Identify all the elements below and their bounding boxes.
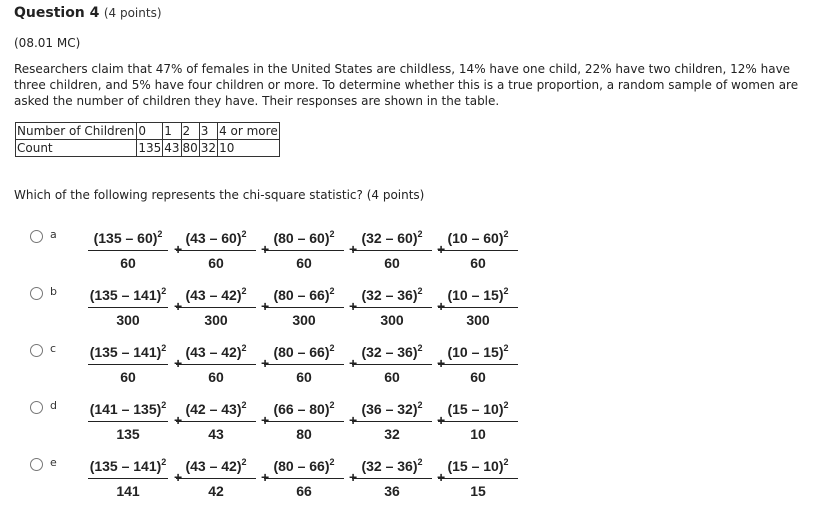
fraction-numerator xyxy=(264,458,344,479)
plus-sign: + xyxy=(261,298,270,314)
table-cell: 10 xyxy=(218,140,280,157)
fraction-term xyxy=(264,230,344,271)
plus-sign: + xyxy=(437,298,446,314)
fraction-term xyxy=(176,287,256,328)
table-cell: Count xyxy=(16,140,137,157)
fraction-numerator xyxy=(438,458,518,479)
fraction-numerator xyxy=(352,230,432,251)
answer-option-d[interactable] xyxy=(30,401,530,447)
option-letter: b xyxy=(50,285,57,298)
fraction-denominator: 32 xyxy=(384,426,400,442)
fraction-denominator: 300 xyxy=(204,312,228,328)
fraction-denominator: 60 xyxy=(296,369,312,385)
plus-sign: + xyxy=(349,298,358,314)
fraction-numerator xyxy=(176,230,256,251)
numerator-text: (135 – 141) xyxy=(89,344,162,360)
fraction-numerator xyxy=(88,230,168,251)
fraction-denominator: 80 xyxy=(296,426,312,442)
fraction-numerator xyxy=(352,344,432,365)
fraction-term xyxy=(438,344,518,385)
exponent: 2 xyxy=(161,343,167,353)
exponent: 2 xyxy=(241,229,247,239)
radio-button[interactable] xyxy=(30,230,43,243)
table-cell: Number of Children xyxy=(16,123,137,140)
fraction-term xyxy=(176,401,256,442)
fraction-denominator: 60 xyxy=(384,255,400,271)
numerator-text: (80 – 66) xyxy=(273,344,330,360)
numerator-text: (32 – 60) xyxy=(361,230,418,246)
plus-sign: + xyxy=(174,412,183,428)
option-letter: d xyxy=(50,399,57,412)
answer-option-c[interactable] xyxy=(30,344,530,390)
option-letter: c xyxy=(50,342,57,355)
plus-sign: + xyxy=(174,298,183,314)
fraction-denominator: 135 xyxy=(116,426,140,442)
fraction-term xyxy=(176,458,256,499)
fraction-numerator xyxy=(88,344,168,365)
plus-sign: + xyxy=(261,355,270,371)
fraction-denominator: 60 xyxy=(120,369,136,385)
numerator-text: (135 – 141) xyxy=(89,458,162,474)
numerator-text: (141 – 135) xyxy=(89,401,162,417)
fraction-denominator: 60 xyxy=(296,255,312,271)
table-cell: 2 xyxy=(181,123,199,140)
fraction-term xyxy=(88,458,168,499)
numerator-text: (42 – 43) xyxy=(185,401,242,417)
fraction-numerator xyxy=(438,401,518,422)
question-code: (08.01 MC) xyxy=(14,36,81,50)
numerator-text: (15 – 10) xyxy=(447,401,504,417)
table-cell: 3 xyxy=(199,123,217,140)
fraction-term xyxy=(352,344,432,385)
option-letter: a xyxy=(50,228,57,241)
fraction-numerator xyxy=(176,344,256,365)
plus-sign: + xyxy=(349,355,358,371)
exponent: 2 xyxy=(503,400,509,410)
fraction-denominator: 60 xyxy=(120,255,136,271)
numerator-text: (43 – 42) xyxy=(185,344,242,360)
numerator-text: (80 – 60) xyxy=(273,230,330,246)
exponent: 2 xyxy=(161,457,167,467)
radio-button[interactable] xyxy=(30,287,43,300)
exponent: 2 xyxy=(241,457,247,467)
numerator-text: (10 – 60) xyxy=(447,230,504,246)
plus-sign: + xyxy=(437,469,446,485)
chi-square-formula xyxy=(88,401,528,447)
table-cell: 80 xyxy=(182,141,198,155)
fraction-denominator: 66 xyxy=(296,483,312,499)
chi-square-formula xyxy=(88,230,528,276)
fraction-numerator xyxy=(264,344,344,365)
fraction-denominator: 36 xyxy=(384,483,400,499)
plus-sign: + xyxy=(349,412,358,428)
numerator-text: (10 – 15) xyxy=(447,287,504,303)
fraction-numerator xyxy=(352,401,432,422)
numerator-text: (66 – 80) xyxy=(273,401,330,417)
table-row xyxy=(16,140,280,157)
fraction-numerator xyxy=(88,401,168,422)
radio-button[interactable] xyxy=(30,344,43,357)
plus-sign: + xyxy=(261,241,270,257)
numerator-text: (80 – 66) xyxy=(273,458,330,474)
fraction-denominator: 60 xyxy=(470,255,486,271)
numerator-text: (32 – 36) xyxy=(361,344,418,360)
exponent: 2 xyxy=(161,400,167,410)
fraction-term xyxy=(438,230,518,271)
numerator-text: (43 – 60) xyxy=(185,230,242,246)
fraction-numerator xyxy=(264,287,344,308)
fraction-denominator: 10 xyxy=(470,426,486,442)
fraction-denominator: 300 xyxy=(292,312,316,328)
question-header xyxy=(14,5,162,21)
plus-sign: + xyxy=(349,241,358,257)
fraction-numerator xyxy=(438,230,518,251)
data-table xyxy=(15,122,280,157)
answer-option-b[interactable] xyxy=(30,287,530,333)
chi-square-formula xyxy=(88,344,528,390)
fraction-denominator: 60 xyxy=(470,369,486,385)
plus-sign: + xyxy=(261,469,270,485)
fraction-denominator: 60 xyxy=(384,369,400,385)
fraction-numerator xyxy=(176,401,256,422)
fraction-numerator xyxy=(88,458,168,479)
numerator-text: (32 – 36) xyxy=(361,458,418,474)
fraction-term xyxy=(88,230,168,271)
chi-square-formula xyxy=(88,287,528,333)
fraction-numerator xyxy=(88,287,168,308)
plus-sign: + xyxy=(261,412,270,428)
numerator-text: (32 – 36) xyxy=(361,287,418,303)
exponent: 2 xyxy=(241,343,247,353)
question-ask: Which of the following represents the chi-square statistic? (4 points) xyxy=(14,188,425,202)
question-title: Question 4 xyxy=(14,5,100,21)
fraction-term xyxy=(352,287,432,328)
fraction-term xyxy=(352,401,432,442)
plus-sign: + xyxy=(437,412,446,428)
exponent: 2 xyxy=(329,457,335,467)
fraction-denominator: 141 xyxy=(116,483,140,499)
fraction-term xyxy=(352,458,432,499)
numerator-text: (43 – 42) xyxy=(185,287,242,303)
numerator-text: (135 – 60) xyxy=(93,230,158,246)
question-prompt: Researchers claim that 47% of females in the United States are childless, 14% have one child, 22% have two children, 12% have three children, and 5% have four children or more. To determine whether this is a true proportion, a random sample of women are asked the number of children they have. Their responses are shown in the table. xyxy=(14,62,799,108)
fraction-term xyxy=(264,401,344,442)
answer-option-a[interactable] xyxy=(30,230,530,276)
fraction-numerator xyxy=(438,287,518,308)
numerator-text: (10 – 15) xyxy=(447,344,504,360)
fraction-numerator xyxy=(264,401,344,422)
exponent: 2 xyxy=(503,286,509,296)
fraction-term xyxy=(438,458,518,499)
fraction-numerator xyxy=(438,344,518,365)
fraction-term xyxy=(264,458,344,499)
fraction-denominator: 15 xyxy=(470,483,486,499)
exponent: 2 xyxy=(329,286,335,296)
question-points: (4 points) xyxy=(103,6,162,20)
fraction-term xyxy=(438,401,518,442)
plus-sign: + xyxy=(437,241,446,257)
table-cell: 1 xyxy=(163,123,181,140)
plus-sign: + xyxy=(437,355,446,371)
table-cell: 4 or more xyxy=(219,124,278,138)
fraction-denominator: 300 xyxy=(380,312,404,328)
table-cell: 43 xyxy=(164,141,180,155)
radio-button[interactable] xyxy=(30,401,43,414)
exponent: 2 xyxy=(417,457,423,467)
fraction-denominator: 300 xyxy=(466,312,490,328)
fraction-numerator xyxy=(176,287,256,308)
plus-sign: + xyxy=(174,469,183,485)
exponent: 2 xyxy=(417,343,423,353)
exponent: 2 xyxy=(329,229,335,239)
fraction-term xyxy=(264,287,344,328)
exponent: 2 xyxy=(329,343,335,353)
numerator-text: (80 – 66) xyxy=(273,287,330,303)
exponent: 2 xyxy=(503,343,509,353)
fraction-numerator xyxy=(352,287,432,308)
plus-sign: + xyxy=(174,355,183,371)
fraction-denominator: 43 xyxy=(208,426,224,442)
exponent: 2 xyxy=(417,400,423,410)
numerator-text: (135 – 141) xyxy=(89,287,162,303)
fraction-term xyxy=(176,344,256,385)
table-row xyxy=(16,123,280,140)
option-letter: e xyxy=(50,456,57,469)
fraction-denominator: 60 xyxy=(208,369,224,385)
fraction-term xyxy=(176,230,256,271)
plus-sign: + xyxy=(174,241,183,257)
numerator-text: (43 – 42) xyxy=(185,458,242,474)
exponent: 2 xyxy=(329,400,335,410)
fraction-term xyxy=(352,230,432,271)
numerator-text: (36 – 32) xyxy=(361,401,418,417)
table-cell: 0 xyxy=(137,123,163,140)
exponent: 2 xyxy=(241,400,247,410)
answer-option-e[interactable] xyxy=(30,458,530,504)
chi-square-formula xyxy=(88,458,528,504)
exponent: 2 xyxy=(417,229,423,239)
fraction-term xyxy=(88,287,168,328)
table-cell: 32 xyxy=(200,141,217,155)
fraction-numerator xyxy=(352,458,432,479)
exponent: 2 xyxy=(241,286,247,296)
fraction-denominator: 42 xyxy=(208,483,224,499)
exponent: 2 xyxy=(503,457,509,467)
exponent: 2 xyxy=(503,229,509,239)
fraction-numerator xyxy=(176,458,256,479)
plus-sign: + xyxy=(349,469,358,485)
fraction-term xyxy=(88,344,168,385)
fraction-term xyxy=(264,344,344,385)
fraction-term xyxy=(88,401,168,442)
fraction-term xyxy=(438,287,518,328)
table-cell: 135 xyxy=(138,141,162,155)
exponent: 2 xyxy=(157,229,163,239)
numerator-text: (15 – 10) xyxy=(447,458,504,474)
exponent: 2 xyxy=(417,286,423,296)
fraction-numerator xyxy=(264,230,344,251)
fraction-denominator: 300 xyxy=(116,312,140,328)
radio-button[interactable] xyxy=(30,458,43,471)
exponent: 2 xyxy=(161,286,167,296)
fraction-denominator: 60 xyxy=(208,255,224,271)
